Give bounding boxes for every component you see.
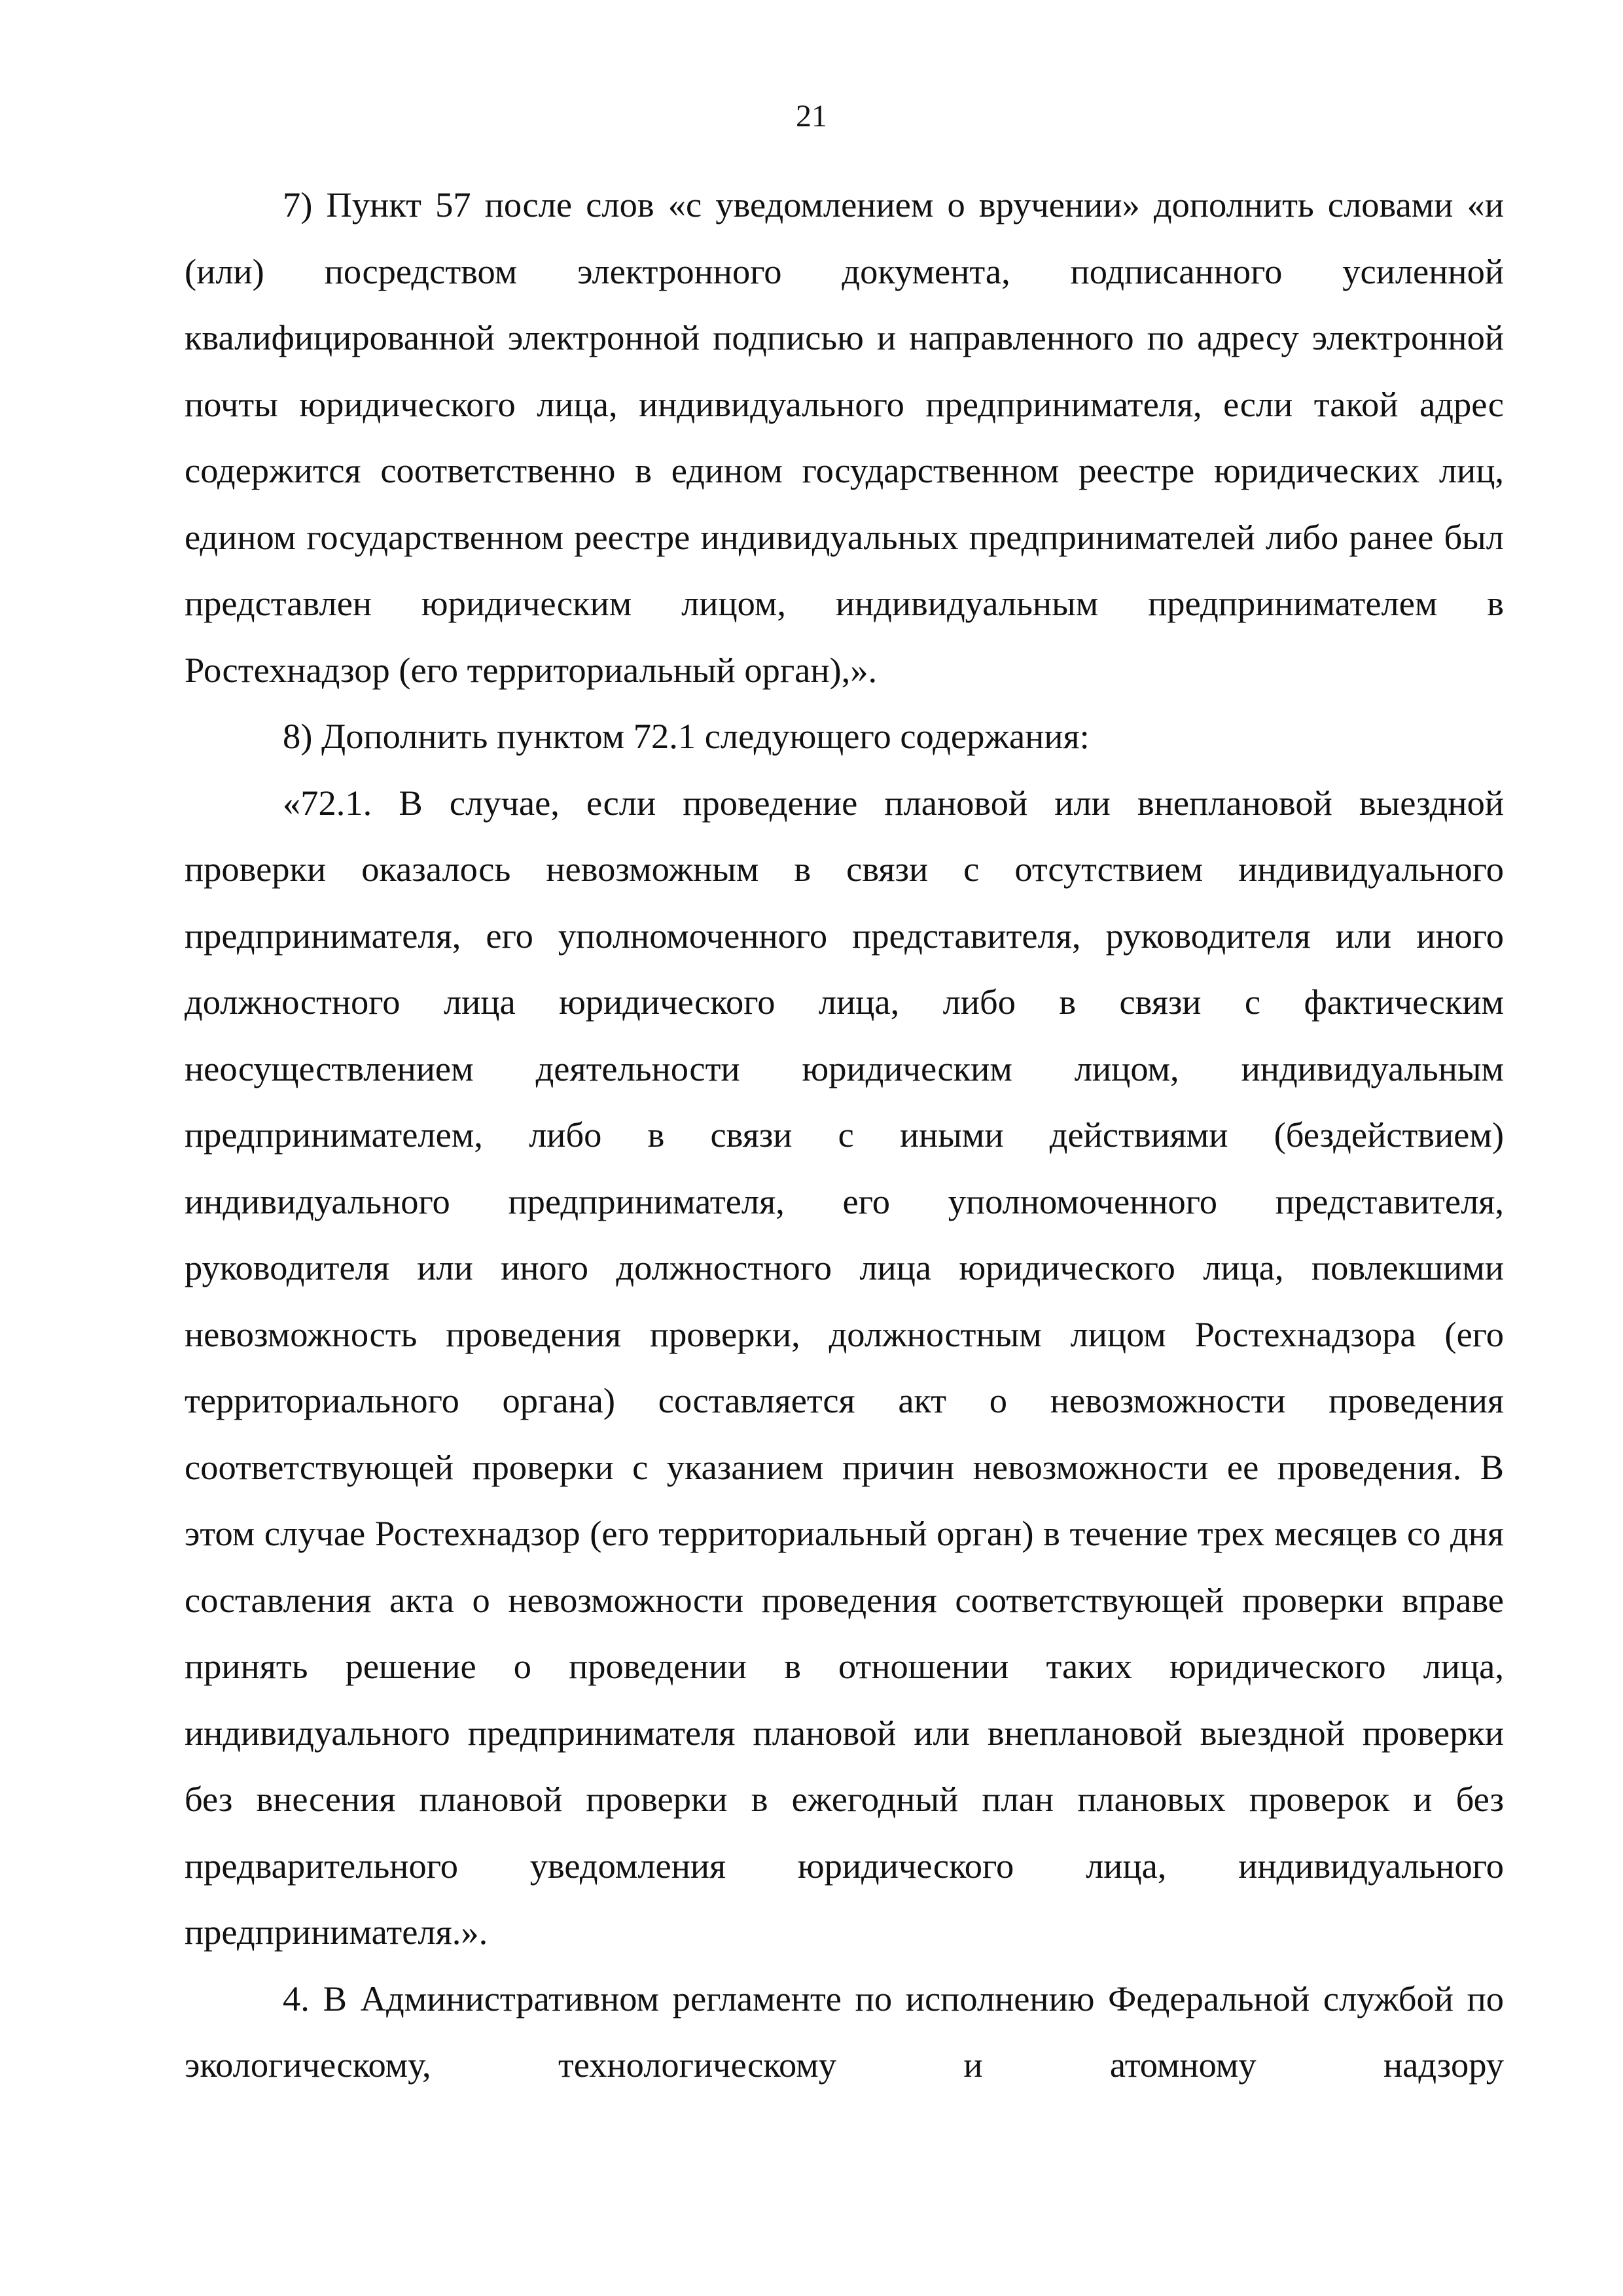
paragraph-section-4: 4. В Административном регламенте по исполнению Федеральной службой по экологическому, технологическому и атомному надзору (185, 1978, 1504, 2085)
document-body (185, 171, 1504, 2098)
paragraph-clause-72-1: «72.1. В случае, если проведение плановой или внеплановой выездной проверки оказалось невозможным в связи с отсутствием индивидуального предпринимателя, его уполномоченного представителя, руководителя или иного должностного лица юридического лица, либо в связи с фактическим неосуществлением деятельности юридическим лицом, индивидуальным предпринимателем, либо в связи с иными действиями (бездействием) индивидуального предпринимателя, его уполномоченного представителя, руководителя или иного должностного лица юридического лица, повлекшими невозможность проведения проверки, должностным лицом Ростехнадзора (его территориального органа) составляется акт о невозможности проведения соответствующей проверки с указанием причин невозможности ее проведения. В этом случае Ростехнадзор (его территориальный орган) в течение трех месяцев со дня составления акта о невозможности проведения соответствующей проверки вправе принять решение о проведении в отношении таких юридического лица, индивидуального предпринимателя плановой или внеплановой выездной проверки без внесения плановой проверки в ежегодный план плановых проверок и без предварительного уведомления юридического лица, индивидуального предпринимателя.». (185, 782, 1504, 1952)
page-number: 21 (796, 99, 827, 134)
paragraph-item-7: 7) Пункт 57 после слов «с уведомлением о вручении» дополнить словами «и (или) посредством электронного документа, подписанного усиленной квалифицированной электронной подписью и направленного по адресу электронной почты юридического лица, индивидуального предпринимателя, если такой адрес содержится соответственно в едином государственном реестре юридических лиц, едином государственном реестре индивидуальных предпринимателей либо ранее был представлен юридическим лицом, индивидуальным предпринимателем в Ростехнадзор (его территориальный орган),». (185, 185, 1504, 690)
paragraph-item-8: 8) Дополнить пунктом 72.1 следующего содержания: (283, 716, 1090, 756)
